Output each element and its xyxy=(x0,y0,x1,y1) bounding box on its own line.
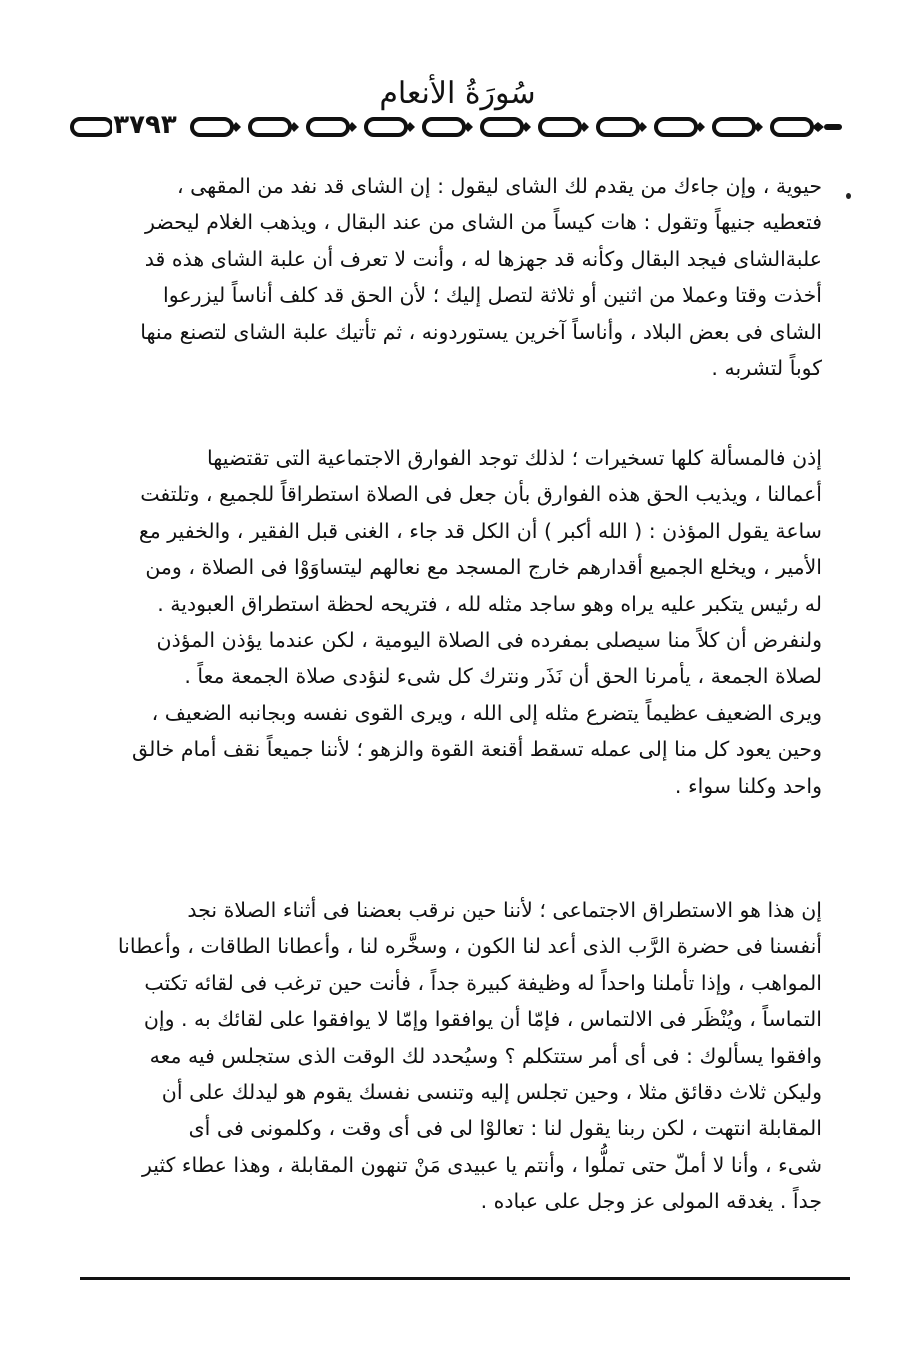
text-line: إن هذا هو الاستطراق الاجتماعى ؛ لأننا حين نرقب بعضنا فى أثناء الصلاة نجد xyxy=(187,898,822,922)
text-line: ساعة يقول المؤذن : ( الله أكبر ) أن الكل قد جاء ، الغنى قبل الفقير ، والخفير مع xyxy=(138,518,822,543)
text-line: وحين يعود كل منا إلى عمله تسقط أقنعة القوة والزهو ؛ لأننا جميعاً نقف أمام خالق xyxy=(132,737,822,762)
text-line: ولنفرض أن كلاً منا سيصلى بمفرده فى الصلاة اليومية ، لكن عندما يؤذن المؤذن xyxy=(156,628,822,653)
text-line: جداً . يغدقه المولى عز وجل على عباده . xyxy=(480,1189,822,1214)
text-line: وافقوا يسألوك : فى أى أمر ستتكلم ؟ وسيُحدد لك الوقت الذى ستجلس فيه معه xyxy=(149,1043,822,1068)
chain-ornament-divider xyxy=(68,112,848,142)
text-line: إذن فالمسألة كلها تسخيرات ؛ لذلك توجد الفوارق الاجتماعية التى تقتضيها xyxy=(207,446,822,470)
text-line: علبةالشاى فيجد البقال وكأنه قد جهزها له ، وأنت لا تعرف أن علبة الشاى هذه قد xyxy=(144,246,822,271)
text-line: المقابلة انتهت ، لكن ربنا يقول لنا : تعالوْا لى فى أى وقت ، وكلمونى فى أى xyxy=(188,1116,822,1141)
text-line: أعمالنا ، ويذيب الحق هذه الفوارق بأن جعل فى الصلاة استطراقاً للجميع ، وتلتفت xyxy=(140,482,822,507)
paragraph-3 xyxy=(85,892,822,1220)
text-line: المواهب ، وإذا تأملنا واحداً له وظيفة كبيرة جداً ، فأنت حين ترغب فى لقائه تكتب xyxy=(144,970,822,995)
text-line: الشاى فى بعض البلاد ، وأناساً آخرين يستوردونه ، ثم تأتيك علبة الشاى لتصنع منها xyxy=(140,319,822,344)
page-number: ٣٧٩٣ xyxy=(113,110,177,140)
text-line: حيوية ، وإن جاءك من يقدم لك الشاى ليقول : إن الشاى قد نفد من المقهى ، xyxy=(176,174,822,198)
paragraph-1 xyxy=(85,168,822,386)
text-line: وليكن ثلاث دقائق مثلا ، وحين تجلس إليه وتنسى نفسك يقوم هو ليدلك على أن xyxy=(161,1080,822,1105)
margin-mark xyxy=(846,193,851,199)
text-line: له رئيس يتكبر عليه يراه وهو ساجد مثله لله ، فتريحه لحظة استطراق العبودية . xyxy=(157,591,822,616)
text-line: أخذت وقتا وعملا من اثنين أو ثلاثة لتصل إليك ؛ لأن الحق قد كلف أناساً ليزرعوا xyxy=(163,283,822,308)
text-line: الأمير ، ويخلع الجميع أقدارهم خارج المسجد مع نعالهم ليتساوَوْا فى الصلاة ، ومن xyxy=(145,555,822,580)
paragraph-2 xyxy=(85,440,822,804)
text-line: كوباً لتشربه . xyxy=(711,356,822,381)
text-line: واحد وكلنا سواء . xyxy=(674,773,822,798)
footer-rule xyxy=(80,1277,850,1280)
text-line: أنفسنا فى حضرة الرَّب الذى أعد لنا الكون ، وسخَّره لنا ، وأعطانا الطاقات ، وأعطانا xyxy=(117,934,822,959)
text-line: لصلاة الجمعة ، يأمرنا الحق أن نَذَر ونترك كل شىء لنؤدى صلاة الجمعة معاً . xyxy=(184,664,822,689)
text-line: التماساً ، ويُنْظَر فى الالتماس ، فإمّا أن يوافقوا وإمّا لا يوافقوا على لقائك به . وإن xyxy=(143,1007,822,1032)
text-line: شىء ، وأنا لا أملّ حتى تملُّوا ، وأنتم يا عبيدى مَنْ تنهون المقابلة ، وهذا عطاء كثير xyxy=(141,1152,822,1177)
text-line: فتعطيه جنيهاً وتقول : هات كيساً من الشاى من عند البقال ، ويذهب الغلام ليحضر xyxy=(145,210,822,235)
text-line: ويرى الضعيف عظيماً يتضرع مثله إلى الله ، ويرى القوى نفسه وبجانبه الضعيف ، xyxy=(151,700,822,725)
surah-title: سُورَةُ الأنعام xyxy=(379,76,536,111)
